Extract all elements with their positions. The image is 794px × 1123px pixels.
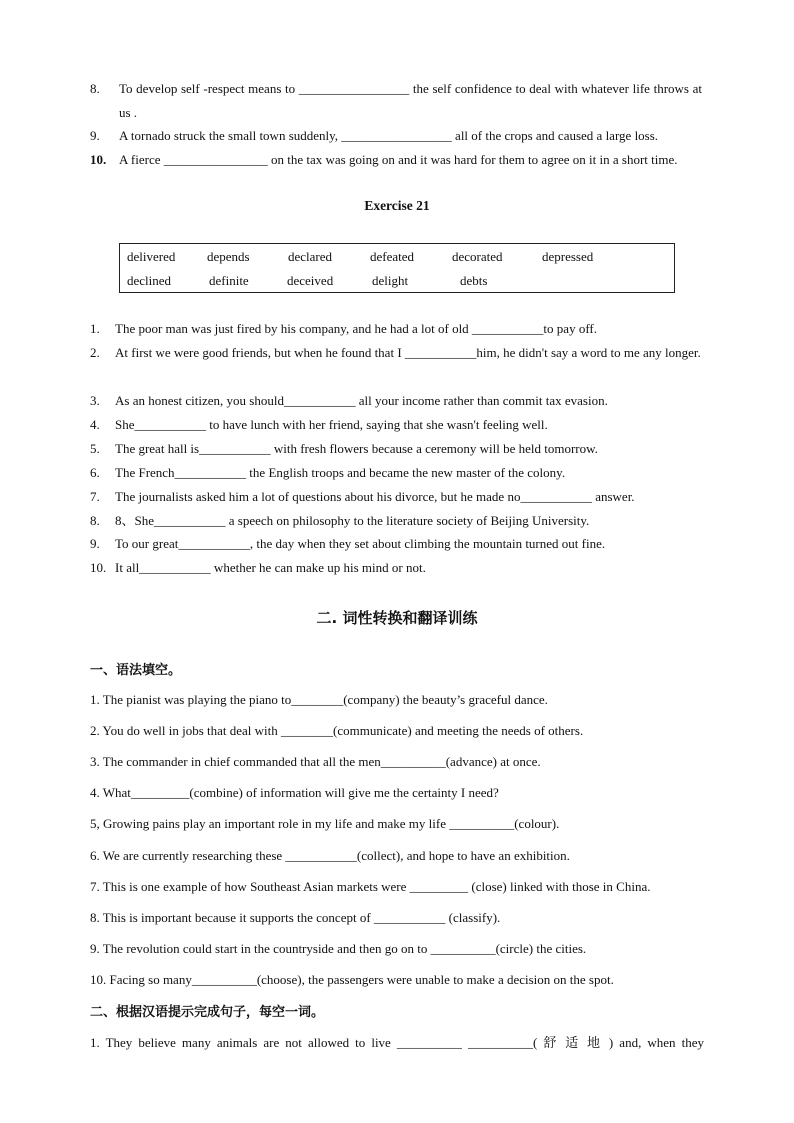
question-item <box>90 317 710 341</box>
question-item <box>90 509 710 533</box>
question-text: It all___________ whether he can make up his mind or not. <box>115 560 426 575</box>
question-text: She___________ to have lunch with her friend, saying that she wasn't feeling well. <box>115 417 548 432</box>
word-bank-item: delivered <box>127 249 176 264</box>
question-item <box>90 124 702 148</box>
word-bank-item: declined <box>127 273 172 288</box>
question-number: 10. <box>90 560 107 575</box>
word-bank-item: depends <box>207 249 250 264</box>
question-number: 10. <box>90 152 107 167</box>
part-title: 一、语法填空。 <box>90 663 182 678</box>
grammar-question: 8. This is important because it supports the concept of ___________ (classify). <box>90 910 501 925</box>
grammar-question: 9. The revolution could start in the countryside and then go on to __________(circle) the cities. <box>90 941 587 956</box>
question-number: 2. <box>90 345 100 360</box>
question-item <box>90 485 710 509</box>
question-number: 9. <box>90 536 100 551</box>
question-number: 9. <box>90 128 100 143</box>
question-item <box>90 77 702 125</box>
question-text: The great hall is___________ with fresh flowers because a ceremony will be held tomorrow. <box>115 441 598 456</box>
question-text: To our great___________, the day when they set about climbing the mountain turned out fine. <box>115 536 606 551</box>
question-item <box>90 437 710 461</box>
word-bank-item: defeated <box>370 249 415 264</box>
question-number: 8. <box>90 81 100 96</box>
question-number: 5. <box>90 441 100 456</box>
grammar-question: 4. What_________(combine) of information will give me the certainty I need? <box>90 785 499 800</box>
grammar-question: 7. This is one example of how Southeast Asian markets were _________ (close) linked with those in China. <box>90 879 651 894</box>
question-number: 6. <box>90 465 100 480</box>
question-item <box>90 532 710 556</box>
question-text: The French___________ the English troops and became the new master of the colony. <box>115 465 566 480</box>
part-title: 二、根据汉语提示完成句子，每空一词。 <box>90 1005 325 1020</box>
question-number: 7. <box>90 489 100 504</box>
word-bank-item: debts <box>460 273 488 288</box>
question-text: As an honest citizen, you should___________ all your income rather than commit tax evasion. <box>115 393 608 408</box>
question-item <box>90 413 710 437</box>
question-number: 3. <box>90 393 100 408</box>
word-bank-item: deceived <box>287 273 334 288</box>
grammar-question: 1. The pianist was playing the piano to________(company) the beauty’s graceful dance. <box>90 692 548 707</box>
exercise-title: Exercise 21 <box>364 198 430 213</box>
question-number: 8. <box>90 513 100 528</box>
question-item <box>90 341 710 365</box>
question-text: At first we were good friends, but when he found that I ___________him, he didn't say a word to me any longer. <box>115 345 701 360</box>
grammar-question: 2. You do well in jobs that deal with ________(communicate) and meeting the needs of others. <box>90 723 584 738</box>
grammar-question: 3. The commander in chief commanded that all the men__________(advance) at once. <box>90 754 541 769</box>
translation-question: 1. They believe many animals are not allowed to live __________ __________( 舒 适 地 ) and, when they <box>90 1035 704 1050</box>
grammar-question: 10. Facing so many__________(choose), the passengers were unable to make a decision on the spot. <box>90 972 614 987</box>
question-text: To develop self -respect means to _________________ the self confidence to deal with whatever life throws at us . <box>119 81 702 120</box>
question-number: 1. <box>90 321 100 336</box>
grammar-question: 5, Growing pains play an important role in my life and make my life __________(colour). <box>90 816 560 831</box>
question-text: A tornado struck the small town suddenly, _________________ all of the crops and caused a large loss. <box>119 128 659 143</box>
word-bank <box>119 243 675 293</box>
word-bank-item: declared <box>288 249 333 264</box>
question-item <box>90 461 710 485</box>
word-bank-item: depressed <box>542 249 594 264</box>
question-text: A fierce ________________ on the tax was going on and it was hard for them to agree on it in a short time. <box>119 152 678 167</box>
word-bank-item: decorated <box>452 249 503 264</box>
question-text: 8、She___________ a speech on philosophy to the literature society of Beijing University. <box>115 513 590 528</box>
question-item <box>90 556 710 580</box>
question-item <box>90 389 710 413</box>
question-text: The journalists asked him a lot of questions about his divorce, but he made no___________ answer. <box>115 489 635 504</box>
word-bank-item: definite <box>209 273 249 288</box>
question-item <box>90 148 702 172</box>
question-text: The poor man was just fired by his company, and he had a lot of old ___________to pay off. <box>115 321 597 336</box>
grammar-question: 6. We are currently researching these ___________(collect), and hope to have an exhibition. <box>90 848 570 863</box>
question-number: 4. <box>90 417 100 432</box>
word-bank-item: delight <box>372 273 409 288</box>
section-title: 二. 词性转换和翻译训练 <box>316 609 478 627</box>
